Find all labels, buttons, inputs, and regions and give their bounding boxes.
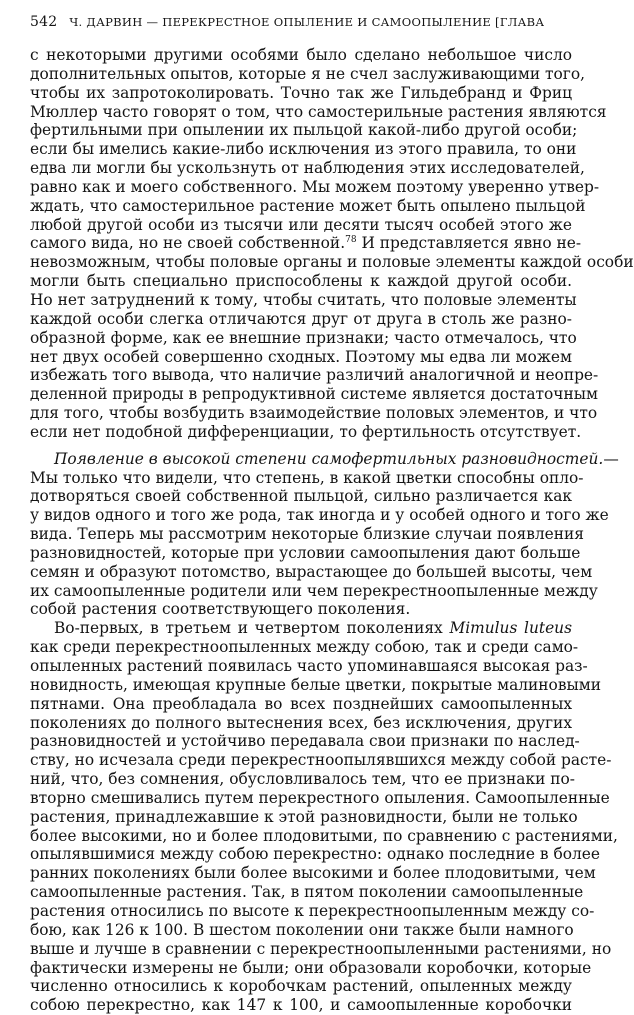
text-line-with-footnote	[30, 234, 582, 253]
text-line: ждать, что самостерильное растение может быть опылено пыльцой	[30, 196, 586, 215]
text-line: ранних поколениях были более высокими и более плодовитыми, чем	[30, 864, 596, 883]
text-line: выше и лучше в сравнении с перекрестноопыленными растениями, но	[30, 939, 612, 958]
running-header	[30, 14, 572, 36]
text-line: пятнами. Она преобладала во всех позднейших самоопыленных	[30, 694, 572, 713]
text-line: численно относились к коробочкам растений, опыленных между	[30, 977, 572, 996]
paragraph-1	[30, 46, 634, 442]
text-line: их самоопыленные родители или чем перекрестноопыленные между	[30, 581, 598, 600]
paragraph-gap	[30, 442, 572, 450]
text-line: самоопыленные растения. Так, в пятом поколении самоопыленные	[30, 883, 584, 902]
text-line: с некоторыми другими особями было сделано небольшое число	[30, 46, 572, 64]
line-text-tail: И представляется явно не-	[356, 234, 582, 253]
text-line: могли быть специально приспособлены к каждой другой особи.	[30, 272, 572, 291]
text-line: фертильными при опылении их пыльцой какой-либо другой особи;	[30, 121, 578, 140]
text-line: образной форме, как ее внешние признаки; часто отмечалось, что	[30, 328, 577, 347]
text-line: если нет подобной дифференциации, то фертильность отсутствует.	[30, 422, 582, 441]
text-line: собою перекрестно, как 147 к 100, и самоопыленные коробочки	[30, 996, 572, 1015]
text-line: более высокими, но и более плодовитыми, по сравнению с растениями,	[30, 826, 618, 845]
line-text: Во-первых, в третьем и четвертом поколениях	[54, 619, 450, 638]
book-page	[30, 14, 634, 1015]
page-number: 542	[30, 14, 58, 30]
text-line: у видов одного и того же рода, так иногда и у особей одного и того же	[30, 506, 609, 525]
heading-dash: —	[603, 449, 619, 468]
section-paragraph	[30, 449, 619, 620]
footnote-reference[interactable]: 78	[345, 235, 357, 246]
text-line: дотворяться своей собственной пыльцой, сильно различается как	[30, 487, 572, 506]
text-line: новидность, имеющая крупные белые цветки, покрытые малиновыми	[30, 675, 601, 694]
text-line: ству, но исчезала среди перекрестноопылявшихся между собой расте-	[30, 751, 612, 770]
paragraph-3	[30, 619, 618, 1015]
text-line: растения, принадлежавшие к этой разновидности, были не только	[30, 807, 578, 826]
text-line: Но нет затруднений к тому, чтобы считать, что половые элементы	[30, 290, 577, 309]
text-line-with-species	[30, 619, 572, 638]
text-line: опылявшимися между собою перекрестно: однако последние в более	[30, 845, 601, 864]
section-heading-line	[30, 449, 619, 469]
species-name: Mimulus luteus	[449, 619, 572, 638]
line-text: самого вида, но не своей собственной.	[30, 234, 346, 253]
text-line: чтобы их запротоколировать. Точно так же Гильдебранд и Фриц	[30, 83, 572, 102]
text-line: вторно смешивались путем перекрестного опыления. Самоопыленные	[30, 788, 610, 807]
text-line: каждой особи слегка отличаются друг от друга в столь же разно-	[30, 309, 572, 328]
text-line: любой другой особи из тысячи или десяти тысяч особей этого же	[30, 215, 572, 234]
text-line: разновидностей и устойчиво передавала свои признаки по наслед-	[30, 732, 580, 751]
text-line: дополнительных опытов, которые я не счел заслуживающими того,	[30, 64, 585, 83]
text-line: деленной природы в репродуктивной системе является достаточным	[30, 385, 598, 404]
text-line: нет двух особей совершенно сходных. Поэтому мы едва ли можем	[30, 347, 572, 366]
text-line: разновидностей, которые при условии самоопыления дают больше	[30, 543, 581, 562]
text-line: как среди перекрестноопыленных между собою, так и среди само-	[30, 638, 579, 657]
text-line: семян и образуют потомство, вырастающее до большей высоты, чем	[30, 562, 593, 581]
text-line: Мы только что видели, что степень, в какой цветки способны опло-	[30, 468, 584, 487]
text-line: избежать того вывода, что наличие различий аналогичной и неопре-	[30, 366, 599, 385]
text-line: для того, чтобы возбудить взаимодействие половых элементов, и что	[30, 404, 598, 423]
text-line: фактически измерены не были; они образовали коробочки, которые	[30, 958, 592, 977]
body-text	[30, 46, 634, 1015]
text-line: если бы имелись какие-либо исключения из этого правила, то они	[30, 140, 577, 159]
text-line: поколениях до полного вытеснения всех, без исключения, других	[30, 713, 572, 732]
text-line: собой растения соответствующего поколения.	[30, 600, 411, 619]
text-line: едва ли могли бы ускользнуть от наблюдения этих исследователей,	[30, 159, 585, 178]
text-line: невозможным, чтобы половые органы и половые элементы каждой особи	[30, 253, 634, 272]
text-line: бою, как 126 к 100. В шестом поколении они также были намного	[30, 920, 574, 939]
text-line: вида. Теперь мы рассмотрим некоторые близкие случаи появления	[30, 525, 584, 544]
text-line: растения относились по высоте к перекрестноопыленным между со-	[30, 901, 595, 920]
section-heading: Появление в высокой степени самофертильных разновидностей.	[54, 449, 604, 468]
text-line: ний, что, без сомнения, обусловливалось тем, что ее признаки по-	[30, 770, 575, 789]
running-title: Ч. ДАРВИН — ПЕРЕКРЕСТНОЕ ОПЫЛЕНИЕ И САМООПЫЛЕНИЕ [ГЛАВА	[69, 15, 545, 29]
text-line: Мюллер часто говорят о том, что самостерильные растения являются	[30, 102, 607, 121]
text-line: опыленных растений появилась часто упоминавшаяся высокая раз-	[30, 657, 588, 675]
text-line: равно как и моего собственного. Мы можем поэтому уверенно утвер-	[30, 177, 600, 196]
